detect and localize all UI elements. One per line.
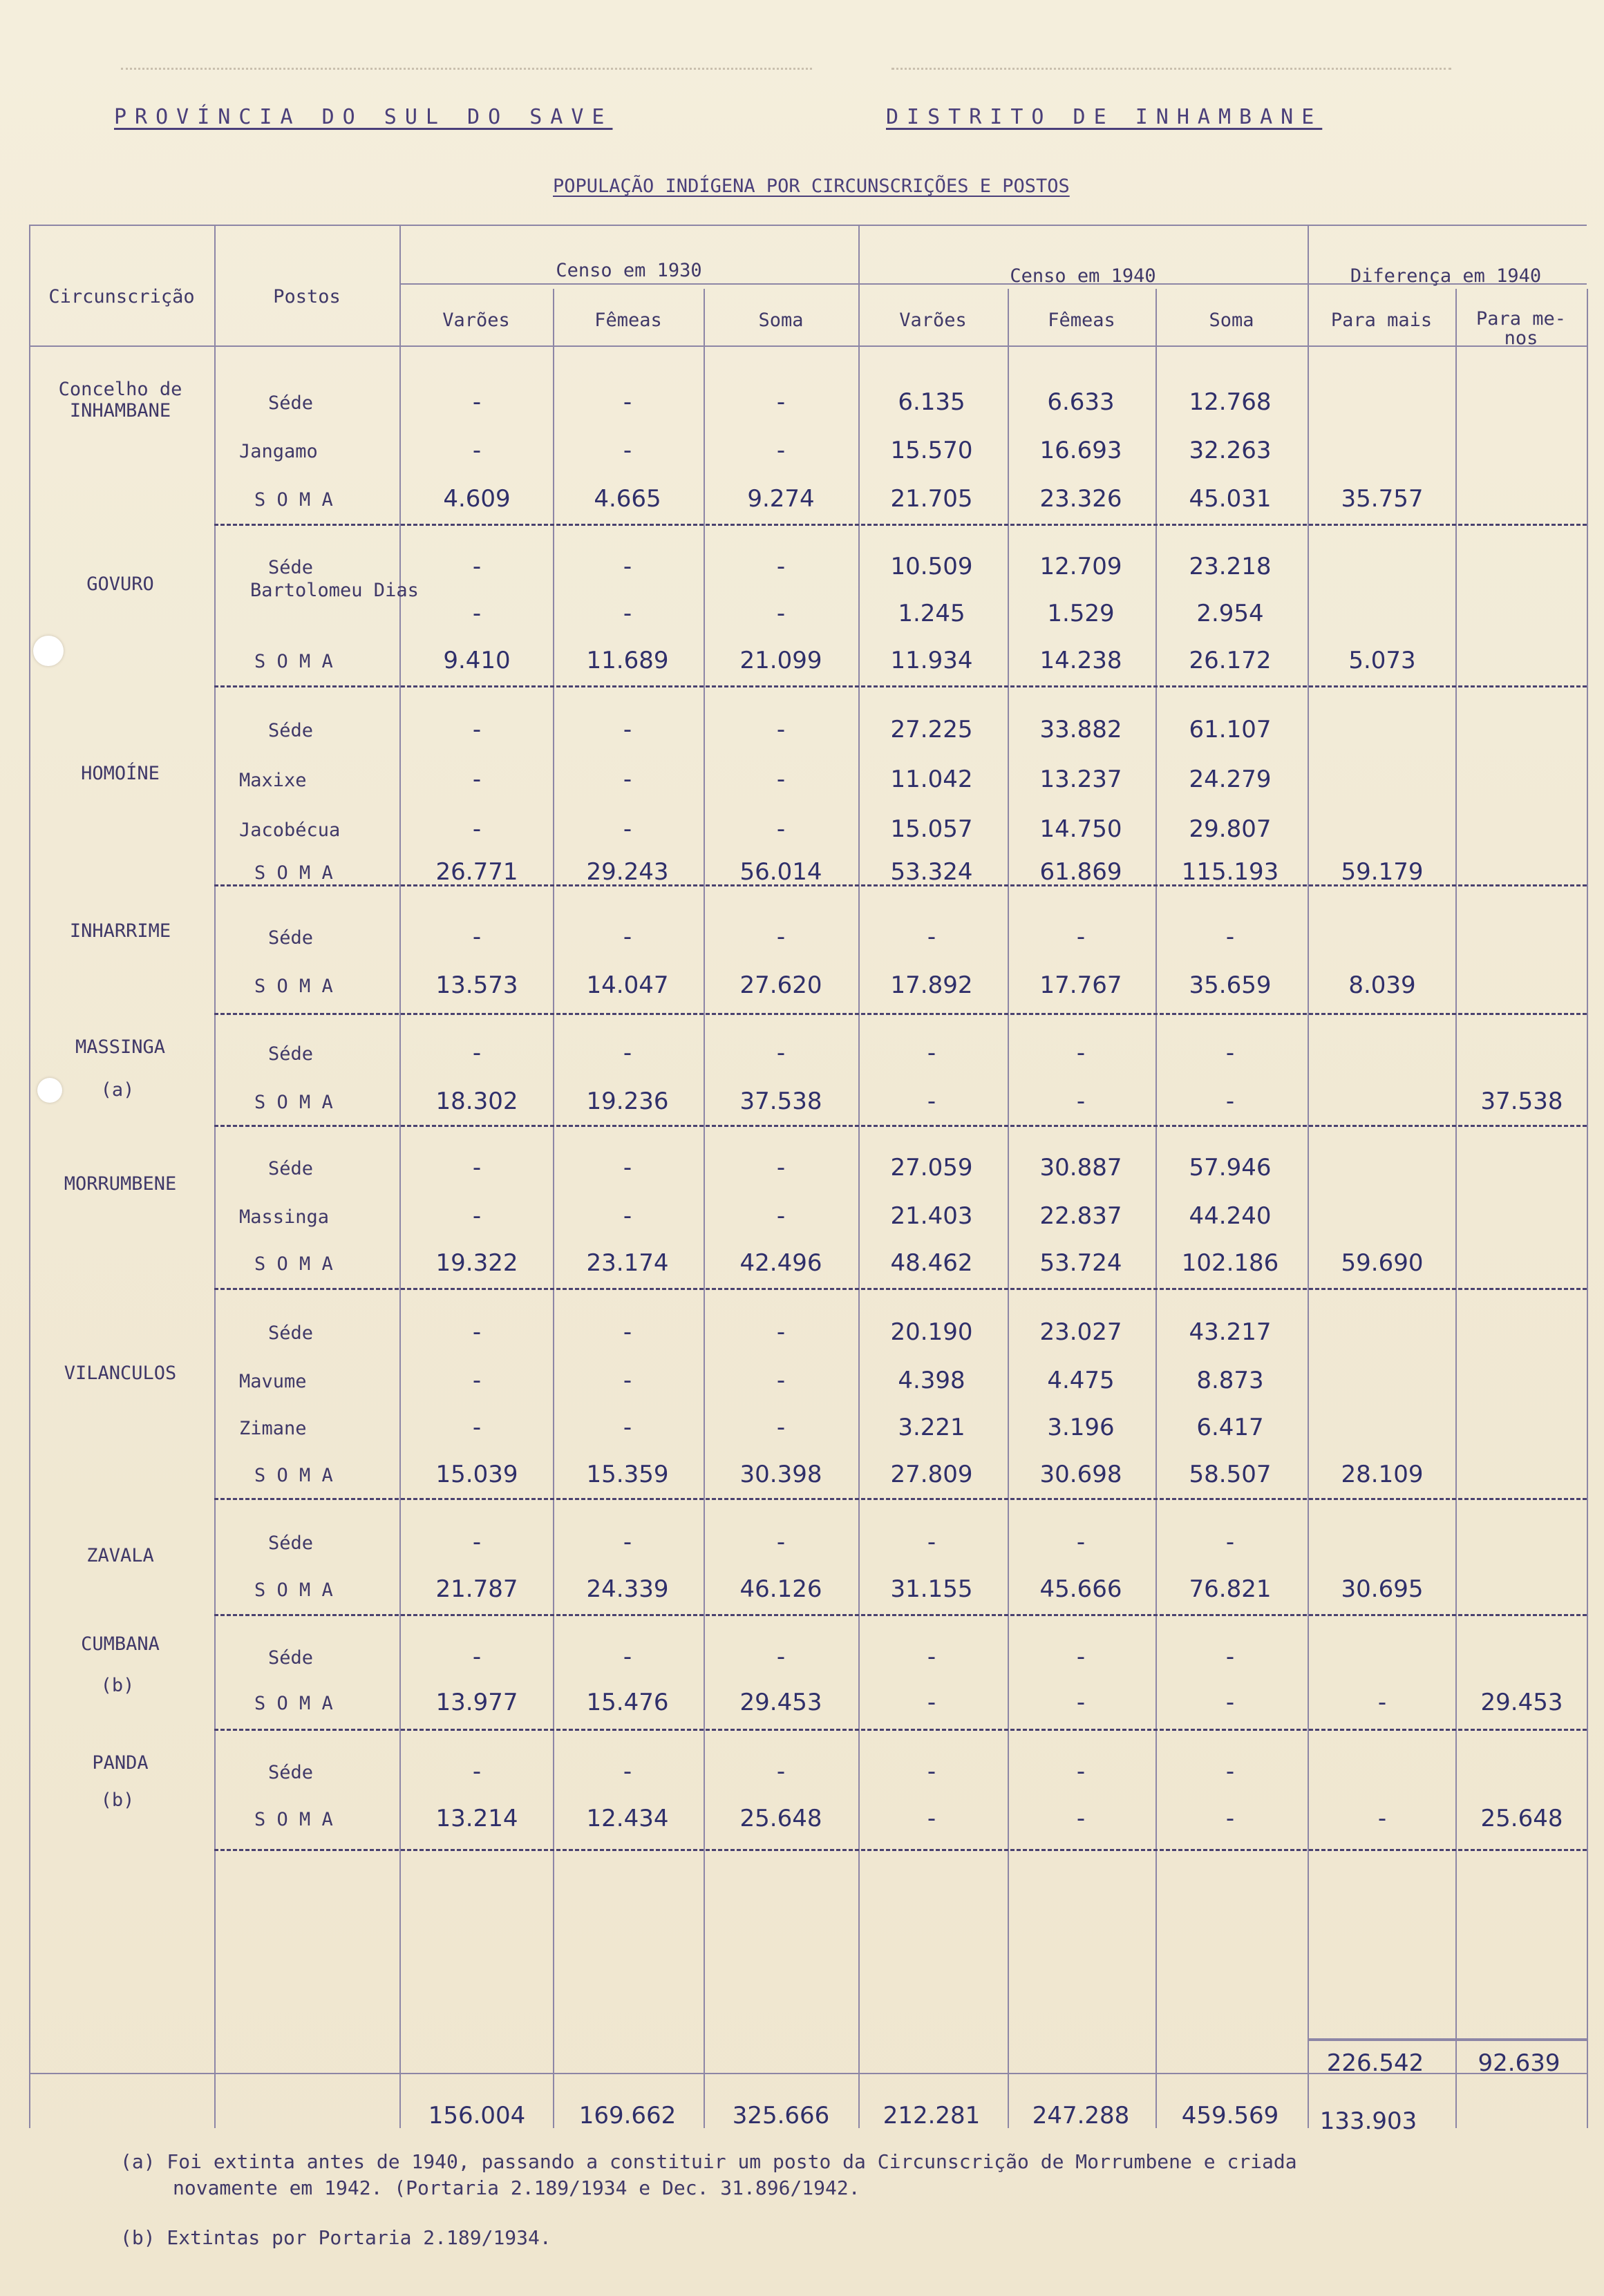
posto-label: S O M A [254,1253,333,1275]
table-cell-menos: 25.648 [1480,1805,1563,1832]
table-cell-v40: - [927,1689,936,1716]
column-rule [1587,289,1588,2128]
total-varoes-1930: 156.004 [428,2102,526,2129]
circunscricao-label [30,1545,210,1566]
footnote-a-line-2: novamente em 1942. (Portaria 2.189/1934 e Dec. 31.896/1942. [173,2176,860,2199]
table-cell-v40: 15.057 [890,815,973,843]
table-cell-s40: 2.954 [1196,600,1264,627]
table-cell-s30: - [776,1202,786,1230]
table-cell-s40: - [1225,1805,1235,1832]
total-varoes-1940: 212.281 [883,2102,981,2129]
table-cell-v30: 4.609 [443,485,511,513]
table-cell-v40: 31.155 [890,1575,973,1603]
table-top-rule [29,225,1587,226]
total-para-mais: 226.542 [1326,2049,1424,2077]
column-rule [1155,289,1157,2128]
table-cell-v40: - [927,1528,936,1556]
table-cell-s40: 6.417 [1196,1414,1264,1441]
posto-label: S O M A [254,1809,333,1830]
net-difference: 133.903 [1319,2107,1417,2135]
circunscricao-name: GOVURO [86,573,154,595]
table-cell-s40: 12.768 [1189,388,1272,416]
table-cell-v30: - [472,766,482,793]
circunscricao-name: CUMBANA [81,1633,160,1655]
table-cell-v30: - [472,553,482,580]
table-cell-f30: - [623,1039,632,1067]
circunscricao-label [30,920,210,942]
table-cell-f30: 14.047 [586,971,669,999]
posto-label: Séde [268,720,314,741]
table-cell-f30: 23.174 [586,1249,669,1277]
table-cell-s30: - [776,1039,786,1067]
table-cell-s40: - [1225,1758,1235,1785]
column-rule [1008,289,1009,2128]
table-cell-v40: 21.705 [890,485,973,513]
table-cell-f40: 1.529 [1047,600,1115,627]
table-cell-s30: 21.099 [739,647,822,674]
table-cell-s30: - [776,815,786,843]
table-cell-v30: - [472,923,482,951]
table-cell-mais: 5.073 [1348,647,1416,674]
table-cell-f40: 23.326 [1039,485,1122,513]
table-cell-s30: 25.648 [739,1805,822,1832]
table-cell-f40: 3.196 [1047,1414,1115,1441]
table-cell-f30: 29.243 [586,858,669,886]
table-cell-s40: 23.218 [1189,553,1272,580]
table-cell-s30: - [776,1154,786,1182]
table-cell-f30: - [623,1154,632,1182]
circunscricao-name: (b) [100,1675,135,1696]
col-header-varoes-1940: Varões [899,310,967,331]
circunscricao-name: (b) [100,1790,135,1811]
table-cell-s40: 44.240 [1189,1202,1272,1230]
group-separator [214,1288,1587,1290]
table-cell-mais: - [1377,1805,1387,1832]
table-cell-s30: 56.014 [739,858,822,886]
table-cell-s40: 43.217 [1189,1318,1272,1346]
dotted-rule-right [891,68,1451,70]
circunscricao-name: MORRUMBENE [64,1173,177,1195]
table-cell-s40: 45.031 [1189,485,1272,513]
table-cell-v40: 1.245 [898,600,965,627]
table-cell-s40: - [1225,1689,1235,1716]
table-cell-v40: - [927,1088,936,1115]
total-femeas-1940: 247.288 [1032,2102,1130,2129]
posto-label: Séde [268,1043,314,1065]
circunscricao-name: Concelho de [58,379,182,400]
col-header-soma-1930: Soma [758,310,804,331]
table-cell-s40: 61.107 [1189,716,1272,743]
table-cell-s30: - [776,1414,786,1441]
circunscricao-name: PANDA [92,1752,149,1774]
table-cell-v40: 27.225 [890,716,973,743]
total-para-menos: 92.639 [1478,2049,1560,2077]
total-soma-1930: 325.666 [732,2102,830,2129]
col-header-diferenca: Diferença em 1940 [1350,265,1542,287]
table-cell-mais: 8.039 [1348,971,1416,999]
table-cell-v40: 6.135 [898,388,965,416]
posto-label: Séde [268,1762,314,1783]
table-cell-f40: 17.767 [1039,971,1122,999]
table-cell-v40: - [927,1643,936,1671]
posto-label: Séde [268,1158,314,1179]
table-cell-f30: - [623,1414,632,1441]
district-header: DISTRITO DE INHAMBANE [886,105,1323,129]
table-cell-v30: - [472,1318,482,1346]
table-cell-s30: 37.538 [739,1088,822,1115]
table-cell-f30: 12.434 [586,1805,669,1832]
para-menos-line-2: nos [1504,328,1538,349]
table-cell-f30: 19.236 [586,1088,669,1115]
footnote-b: (b) Extintas por Portaria 2.189/1934. [120,2226,551,2249]
table-cell-f40: - [1076,1758,1086,1785]
circunscricao-name: ZAVALA [86,1545,154,1566]
posto-label: S O M A [254,1579,333,1601]
table-cell-v30: - [472,1202,482,1230]
table-cell-f40: 14.238 [1039,647,1122,674]
table-cell-v30: - [472,600,482,627]
circunscricao-label [28,1790,207,1811]
circunscricao-label [30,1752,210,1774]
table-cell-f40: 53.724 [1039,1249,1122,1277]
table-cell-s40: 26.172 [1189,647,1272,674]
table-cell-v40: 27.059 [890,1154,973,1182]
table-cell-f40: 30.887 [1039,1154,1122,1182]
table-cell-v30: 19.322 [435,1249,518,1277]
posto-label: Séde [268,392,314,414]
table-cell-f40: 30.698 [1039,1461,1122,1488]
circunscricao-name: VILANCULOS [64,1363,177,1384]
circunscricao-label [30,1633,210,1655]
dotted-rule-left [121,68,812,70]
diff-totals-rule [1308,2038,1587,2041]
table-cell-s40: 115.193 [1181,858,1279,886]
table-cell-f40: 45.666 [1039,1575,1122,1603]
table-cell-v30: 18.302 [435,1088,518,1115]
posto-label: S O M A [254,651,333,672]
table-cell-s30: - [776,1528,786,1556]
table-cell-s30: 27.620 [739,971,822,999]
table-cell-s30: - [776,1758,786,1785]
table-cell-v30: - [472,1414,482,1441]
posto-label: Séde [268,1647,314,1669]
table-cell-f30: 24.339 [586,1575,669,1603]
table-cell-s40: - [1225,1643,1235,1671]
col-header-femeas-1940: Fêmeas [1048,310,1115,331]
circunscricao-label [28,1675,207,1696]
table-cell-s30: - [776,923,786,951]
group-separator [214,685,1587,687]
circunscricao-name: HOMOÍNE [81,763,160,784]
table-cell-f40: 4.475 [1047,1367,1115,1394]
posto-label: Séde [268,557,314,578]
table-cell-s30: 29.453 [739,1689,822,1716]
table-cell-f40: 14.750 [1039,815,1122,843]
punch-hole-bottom [37,1078,62,1103]
table-cell-f30: 11.689 [586,647,669,674]
table-cell-f30: - [623,766,632,793]
table-cell-s40: 24.279 [1189,766,1272,793]
table-cell-v30: - [472,815,482,843]
table-cell-f30: - [623,1202,632,1230]
col-header-censo-1940: Censo em 1940 [1010,265,1156,287]
table-cell-f40: - [1076,1805,1086,1832]
table-cell-s30: - [776,388,786,416]
table-cell-v30: - [472,716,482,743]
column-rule [399,225,401,2128]
circunscricao-label [30,379,210,421]
posto-label: Zimane [239,1418,307,1439]
group-separator [214,524,1587,526]
total-femeas-1930: 169.662 [578,2102,677,2129]
posto-label: S O M A [254,489,333,511]
table-cell-v40: 10.509 [890,553,973,580]
col-header-para-menos [1455,310,1587,348]
table-cell-v40: 20.190 [890,1318,973,1346]
table-cell-v30: 15.039 [435,1461,518,1488]
column-rule [553,289,554,2128]
table-cell-v30: - [472,437,482,464]
province-header: PROVÍNCIA DO SUL DO SAVE [114,105,613,129]
table-cell-f40: - [1076,1643,1086,1671]
table-cell-s30: - [776,1367,786,1394]
table-cell-f30: 4.665 [594,485,661,513]
posto-label: Jangamo [239,441,318,462]
table-cell-mais: 28.109 [1341,1461,1424,1488]
circunscricao-label [30,573,210,595]
posto-label: Maxixe [239,770,307,791]
posto-label: S O M A [254,976,333,997]
table-cell-v40: - [927,923,936,951]
group-separator [214,1729,1587,1731]
table-cell-v30: 9.410 [443,647,511,674]
table-cell-v40: 21.403 [890,1202,973,1230]
table-cell-mais: - [1377,1689,1387,1716]
group-separator [214,1614,1587,1616]
table-cell-f40: - [1076,1689,1086,1716]
table-cell-s40: 8.873 [1196,1367,1264,1394]
table-cell-f40: 61.869 [1039,858,1122,886]
table-cell-f30: - [623,1367,632,1394]
posto-label: Séde [268,927,314,949]
table-cell-f30: 15.359 [586,1461,669,1488]
col-header-soma-1940: Soma [1209,310,1254,331]
table-cell-f40: 6.633 [1047,388,1115,416]
table-cell-s40: 35.659 [1189,971,1272,999]
table-cell-f30: - [623,815,632,843]
group-separator [214,1849,1587,1851]
table-cell-s40: 32.263 [1189,437,1272,464]
punch-hole-top [33,636,64,666]
total-soma-1940: 459.569 [1181,2102,1279,2129]
circunscricao-name: (a) [100,1079,135,1101]
table-cell-f30: - [623,1318,632,1346]
group-separator [214,1498,1587,1500]
table-cell-s30: 42.496 [739,1249,822,1277]
table-cell-s30: - [776,716,786,743]
table-cell-v30: - [472,1643,482,1671]
col-header-circunscricao: Circunscrição [48,286,195,307]
table-cell-s30: 30.398 [739,1461,822,1488]
footnote-a-line-1: (a) Foi extinta antes de 1940, passando a constituir um posto da Circunscrição de Morrumbene e criada [120,2150,1297,2173]
col-header-para-mais: Para mais [1330,310,1433,331]
group-separator [214,1013,1587,1015]
circunscricao-name-line-2: INHAMBANE [69,400,171,421]
table-cell-f40: 12.709 [1039,553,1122,580]
table-cell-s30: 9.274 [747,485,815,513]
table-cell-f40: - [1076,1039,1086,1067]
table-cell-v30: - [472,1039,482,1067]
table-cell-f40: 22.837 [1039,1202,1122,1230]
posto-label: Jacobécua [239,819,341,841]
col-header-censo-1930: Censo em 1930 [556,260,702,281]
table-cell-s40: 102.186 [1181,1249,1279,1277]
circunscricao-label [30,763,210,784]
table-cell-s40: - [1225,1039,1235,1067]
table-cell-f40: - [1076,1088,1086,1115]
table-cell-f40: - [1076,923,1086,951]
posto-label: Séde [268,1533,314,1554]
table-cell-v30: - [472,1367,482,1394]
table-cell-s30: - [776,766,786,793]
group-separator [214,1125,1587,1127]
table-cell-mais: 59.690 [1341,1249,1424,1277]
circunscricao-label [30,1173,210,1195]
table-cell-s40: - [1225,1528,1235,1556]
para-menos-line-1: Para me- [1475,308,1567,330]
table-cell-f30: - [623,923,632,951]
table-cell-mais: 59.179 [1341,858,1424,886]
table-cell-v30: 13.977 [435,1689,518,1716]
column-rule [214,225,216,2128]
table-cell-v40: - [927,1758,936,1785]
table-cell-v30: 26.771 [435,858,518,886]
table-cell-s30: - [776,1643,786,1671]
table-cell-v30: 13.214 [435,1805,518,1832]
posto-label: S O M A [254,862,333,884]
table-cell-s40: 58.507 [1189,1461,1272,1488]
table-cell-menos: 29.453 [1480,1689,1563,1716]
posto-label: S O M A [254,1465,333,1486]
table-cell-v30: 21.787 [435,1575,518,1603]
table-cell-s40: - [1225,1088,1235,1115]
table-cell-f40: 13.237 [1039,766,1122,793]
table-cell-v40: 15.570 [890,437,973,464]
table-cell-v40: 17.892 [890,971,973,999]
posto-label: Massinga [239,1206,330,1228]
table-cell-v30: - [472,1758,482,1785]
table-cell-f40: 33.882 [1039,716,1122,743]
posto-label: Séde [268,1322,314,1344]
table-cell-mais: 35.757 [1341,485,1424,513]
table-cell-v40: 11.934 [890,647,973,674]
table-cell-v40: 3.221 [898,1414,965,1441]
table-cell-f30: - [623,1528,632,1556]
table-cell-f40: 16.693 [1039,437,1122,464]
table-cell-f30: - [623,716,632,743]
column-rule [858,225,860,2128]
table-cell-f30: - [623,437,632,464]
posto-label: S O M A [254,1693,333,1714]
col-header-femeas-1930: Fêmeas [594,310,662,331]
table-cell-s30: - [776,437,786,464]
column-rule [704,289,705,2128]
table-cell-v30: - [472,388,482,416]
table-cell-f30: 15.476 [586,1689,669,1716]
table-cell-v40: 48.462 [890,1249,973,1277]
table-cell-v30: - [472,1528,482,1556]
posto-label: Bartolomeu Dias [250,580,419,601]
table-cell-s40: 76.821 [1189,1575,1272,1603]
table-cell-f30: - [623,600,632,627]
table-cell-s30: - [776,553,786,580]
table-cell-s40: 57.946 [1189,1154,1272,1182]
table-cell-f30: - [623,1758,632,1785]
table-cell-v40: 53.324 [890,858,973,886]
table-cell-mais: 30.695 [1341,1575,1424,1603]
column-rule [1455,289,1457,2128]
posto-label: S O M A [254,1092,333,1113]
table-cell-v40: - [927,1039,936,1067]
table-cell-v40: 27.809 [890,1461,973,1488]
table-cell-menos: 37.538 [1480,1088,1563,1115]
posto-label: Mavume [239,1371,307,1392]
table-cell-s40: - [1225,923,1235,951]
table-cell-v40: 4.398 [898,1367,965,1394]
table-cell-s40: 29.807 [1189,815,1272,843]
table-cell-f30: - [623,1643,632,1671]
table-cell-s30: - [776,1318,786,1346]
column-rule [1308,225,1309,2128]
col-header-varoes-1930: Varões [442,310,510,331]
table-cell-v30: 13.573 [435,971,518,999]
table-cell-v40: - [927,1805,936,1832]
header-bottom-rule [29,345,1587,347]
circunscricao-label [30,1036,210,1058]
table-cell-s30: 46.126 [739,1575,822,1603]
table-cell-v40: 11.042 [890,766,973,793]
table-cell-f40: 23.027 [1039,1318,1122,1346]
circunscricao-name: INHARRIME [69,920,171,942]
col-header-postos: Postos [273,286,341,307]
table-cell-f30: - [623,388,632,416]
table-cell-v30: - [472,1154,482,1182]
circunscricao-name: MASSINGA [75,1036,166,1058]
table-cell-s30: - [776,600,786,627]
circunscricao-label [30,1363,210,1384]
table-cell-f40: - [1076,1528,1086,1556]
table-cell-f30: - [623,553,632,580]
table-title: POPULAÇÃO INDÍGENA POR CIRCUNSCRIÇÕES E POSTOS [553,175,1070,197]
